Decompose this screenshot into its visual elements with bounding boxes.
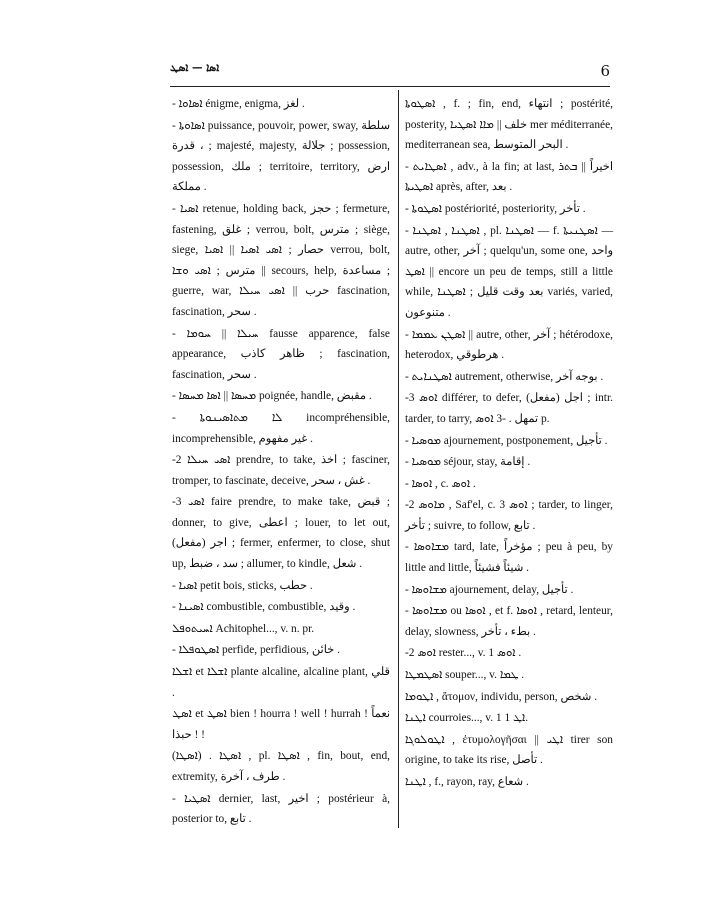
entry: - ܡܘܣܝܐ séjour, stay, إقامة . xyxy=(405,456,531,469)
entry: - ܐܘܣܐ , c. ܐܘܣ . xyxy=(405,477,476,490)
entry: ܐܣܛܘܬܐ , f. ; fin, end, انتهاء ; postérité, posterity, خلف || ܡܐܐ ܐܣܛܝܐ mer méditerranée, mediterranean sea, البحر المتوسط . xyxy=(405,98,613,152)
entry: - ܚܝܠܐ || ܚܘܡܐ fausse apparence, false appearance, ظاهر كاذب ; fascination, fascination, سحر . xyxy=(172,327,390,381)
entry: -2 ܐܘܣ rester..., v. 1 ܐܘܣ . xyxy=(405,647,522,660)
running-head: ܐܣܐ — ܐܣܛ xyxy=(170,62,220,74)
entry: - ܠܐ ܡܬܐܣܝܢܘܬܐ incompréhensible, incomprehensible, غير مفهوم . xyxy=(172,411,390,445)
entry: -2 ܐܣܝ ܚܝܠܐ prendre, to take, اخذ ; fasciner, tromper, to fascinate, deceive, غش ، سحر . xyxy=(172,454,390,487)
entry: - ܐܣܝܐ petit bois, sticks, حطب . xyxy=(172,579,313,592)
entry: -3 ܐܣܝ faire prendre, to make take, قبض ; donner, to give, اعطى ; louer, to let out, (مفعل) اجر ; fermer, enfermer, to close, shut up, سد ، ضبط ; allumer, to kindle, شعل . xyxy=(172,496,390,571)
entry: - ܡܘܣܝܐ ajournement, postponement, تأجيل . xyxy=(405,434,608,447)
entry: - ܡܫܐܘܣܐ tard, late, مؤخراً ; peu à peu, by little and little, شيئاً فشيئاً . xyxy=(405,541,613,575)
entry: - ܐܣܛܢܐ , ܐܣܛܢܐ , pl. ܐܣܛܢܐ — f. ܐܣܛܢܝܬܐ — autre, other, آخر ; quelqu'un, some one, واحد || ܐܣܛ encore un peu de temps, still a little while, بعد وقت قليل ; ܐܣܛܢܐ variés, varied, متنوعون . xyxy=(405,224,613,319)
header-rule xyxy=(170,86,610,87)
entry: - ܐܣܝܐ retenue, holding back, حجز ; fermeture, fastening, غلق ; verrou, bolt, مترس ; siège, siege, حصار ; ܐܣܝ ܐܣܝܐ || ܐܣܝܐ verrou, bolt, مترس ; ܐܣܝ ܘܫܐ || secours, help, مساعدة ; guerre, war, حرب || ܐܣܝ ܚܝܠܐ fascination, fascination, سحر . xyxy=(172,202,391,318)
page-header xyxy=(170,62,610,84)
entry: - ܡܫܐܘܣܐ ajournement, delay, تأجيل . xyxy=(405,583,574,596)
entry: - ܐܣܐܘܬܐ puissance, pouvoir, power, sway, سلطة ، قدرة ; majesté, majesty, جلالة ; possession, possession, ملك ; territoire, territory, ارض مملكة . xyxy=(172,119,390,194)
entry: - ܐܣܛܢ ܥܡܡܐ || autre, other, آخر ; hétérodoxe, heterodox, هرطوقي . xyxy=(405,328,613,362)
entry: - ܐܣܛܘܬܐ postériorité, posteriority, تأخر . xyxy=(405,202,586,215)
entry: ܐܚܝܬܘܦܠ Achitophel..., v. n. pr. xyxy=(172,622,315,635)
right-column xyxy=(405,94,613,794)
entry: - ܐܣܐܘܐ énigme, enigma, لغز . xyxy=(172,98,305,110)
entry: ܐܛܘܡܐ , ἄτομον, individu, person, شخص . xyxy=(405,690,598,703)
entry: ܐܣܛ et ܐܣܛ bien ! hourra ! well ! hurrah ! نعماً ! حبذا ! xyxy=(172,708,390,741)
entry: - ܐܣܛܢܐܝܬ autrement, otherwise, بوجه آخر . xyxy=(405,370,604,383)
entry: - ܡܚܣܐ || ܐܣܐ ܡܚܣܐ poignée, handle, مقبض . xyxy=(172,390,372,403)
entry: - ܐܣܛܘܦܠܐ perfide, perfidious, خائن . xyxy=(172,644,340,657)
entry: - ܐܣܛܝܐ dernier, last, اخير ; postérieur à, posterior to, تابع . xyxy=(172,792,390,826)
entry: - ܡܫܐܘܣܐ ou ܐܘܣܐ , et f. ܐܘܣܐ , retard, lenteur, delay, slowness, بطء ، تأخر . xyxy=(405,605,613,638)
left-column xyxy=(172,94,390,831)
entry: (ܐܣܛܐ) . ܐܣܛܐ , pl. ܐܣܛܐ , fin, bout, end, extremity, طرف ، آخرة . xyxy=(172,750,390,783)
page-number: 6 xyxy=(600,62,610,80)
entry: -2 ܡܐܘܣ , Saf'el, c. 3 ܐܘܣ ; tarder, to linger, تأخر ; suivre, to follow, تابع . xyxy=(405,499,613,532)
entry: ܐܛܢܐ courroies..., v. 1 ܐܛ 1. xyxy=(405,712,529,725)
entry: ܐܛܘܠܘܓܐ , ἐτυμολογῆσαι || ܐܛܝ tirer son origine, to take its rise, تأصل . xyxy=(405,733,614,767)
entry: ܐܫܠܐ et ܐܫܠܐ plante alcaline, alcaline plant, قلي . xyxy=(172,666,390,699)
entry: ܐܣܛܡܛܐ souper..., v. ܛܡܐ . xyxy=(405,669,525,682)
entry: ܐܛܢܐ , f., rayon, ray, شعاع . xyxy=(405,776,529,788)
column-separator xyxy=(398,90,399,828)
entry: - ܐܣܛܐܝܬ , adv., à la fin; at last, اخيراً || ܒܬܪ ܐܣܛܝܬܐ après, after, بعد . xyxy=(405,160,613,194)
entry: -3 ܐܘܣ différer, to defer, (مفعل) اجل ; intr. tarder, to tarry, تمهل . -3 ܐܘܣ p. xyxy=(405,392,613,425)
entry: - ܐܣܝܢܐ combustible, combustible, وقيد . xyxy=(172,601,356,614)
